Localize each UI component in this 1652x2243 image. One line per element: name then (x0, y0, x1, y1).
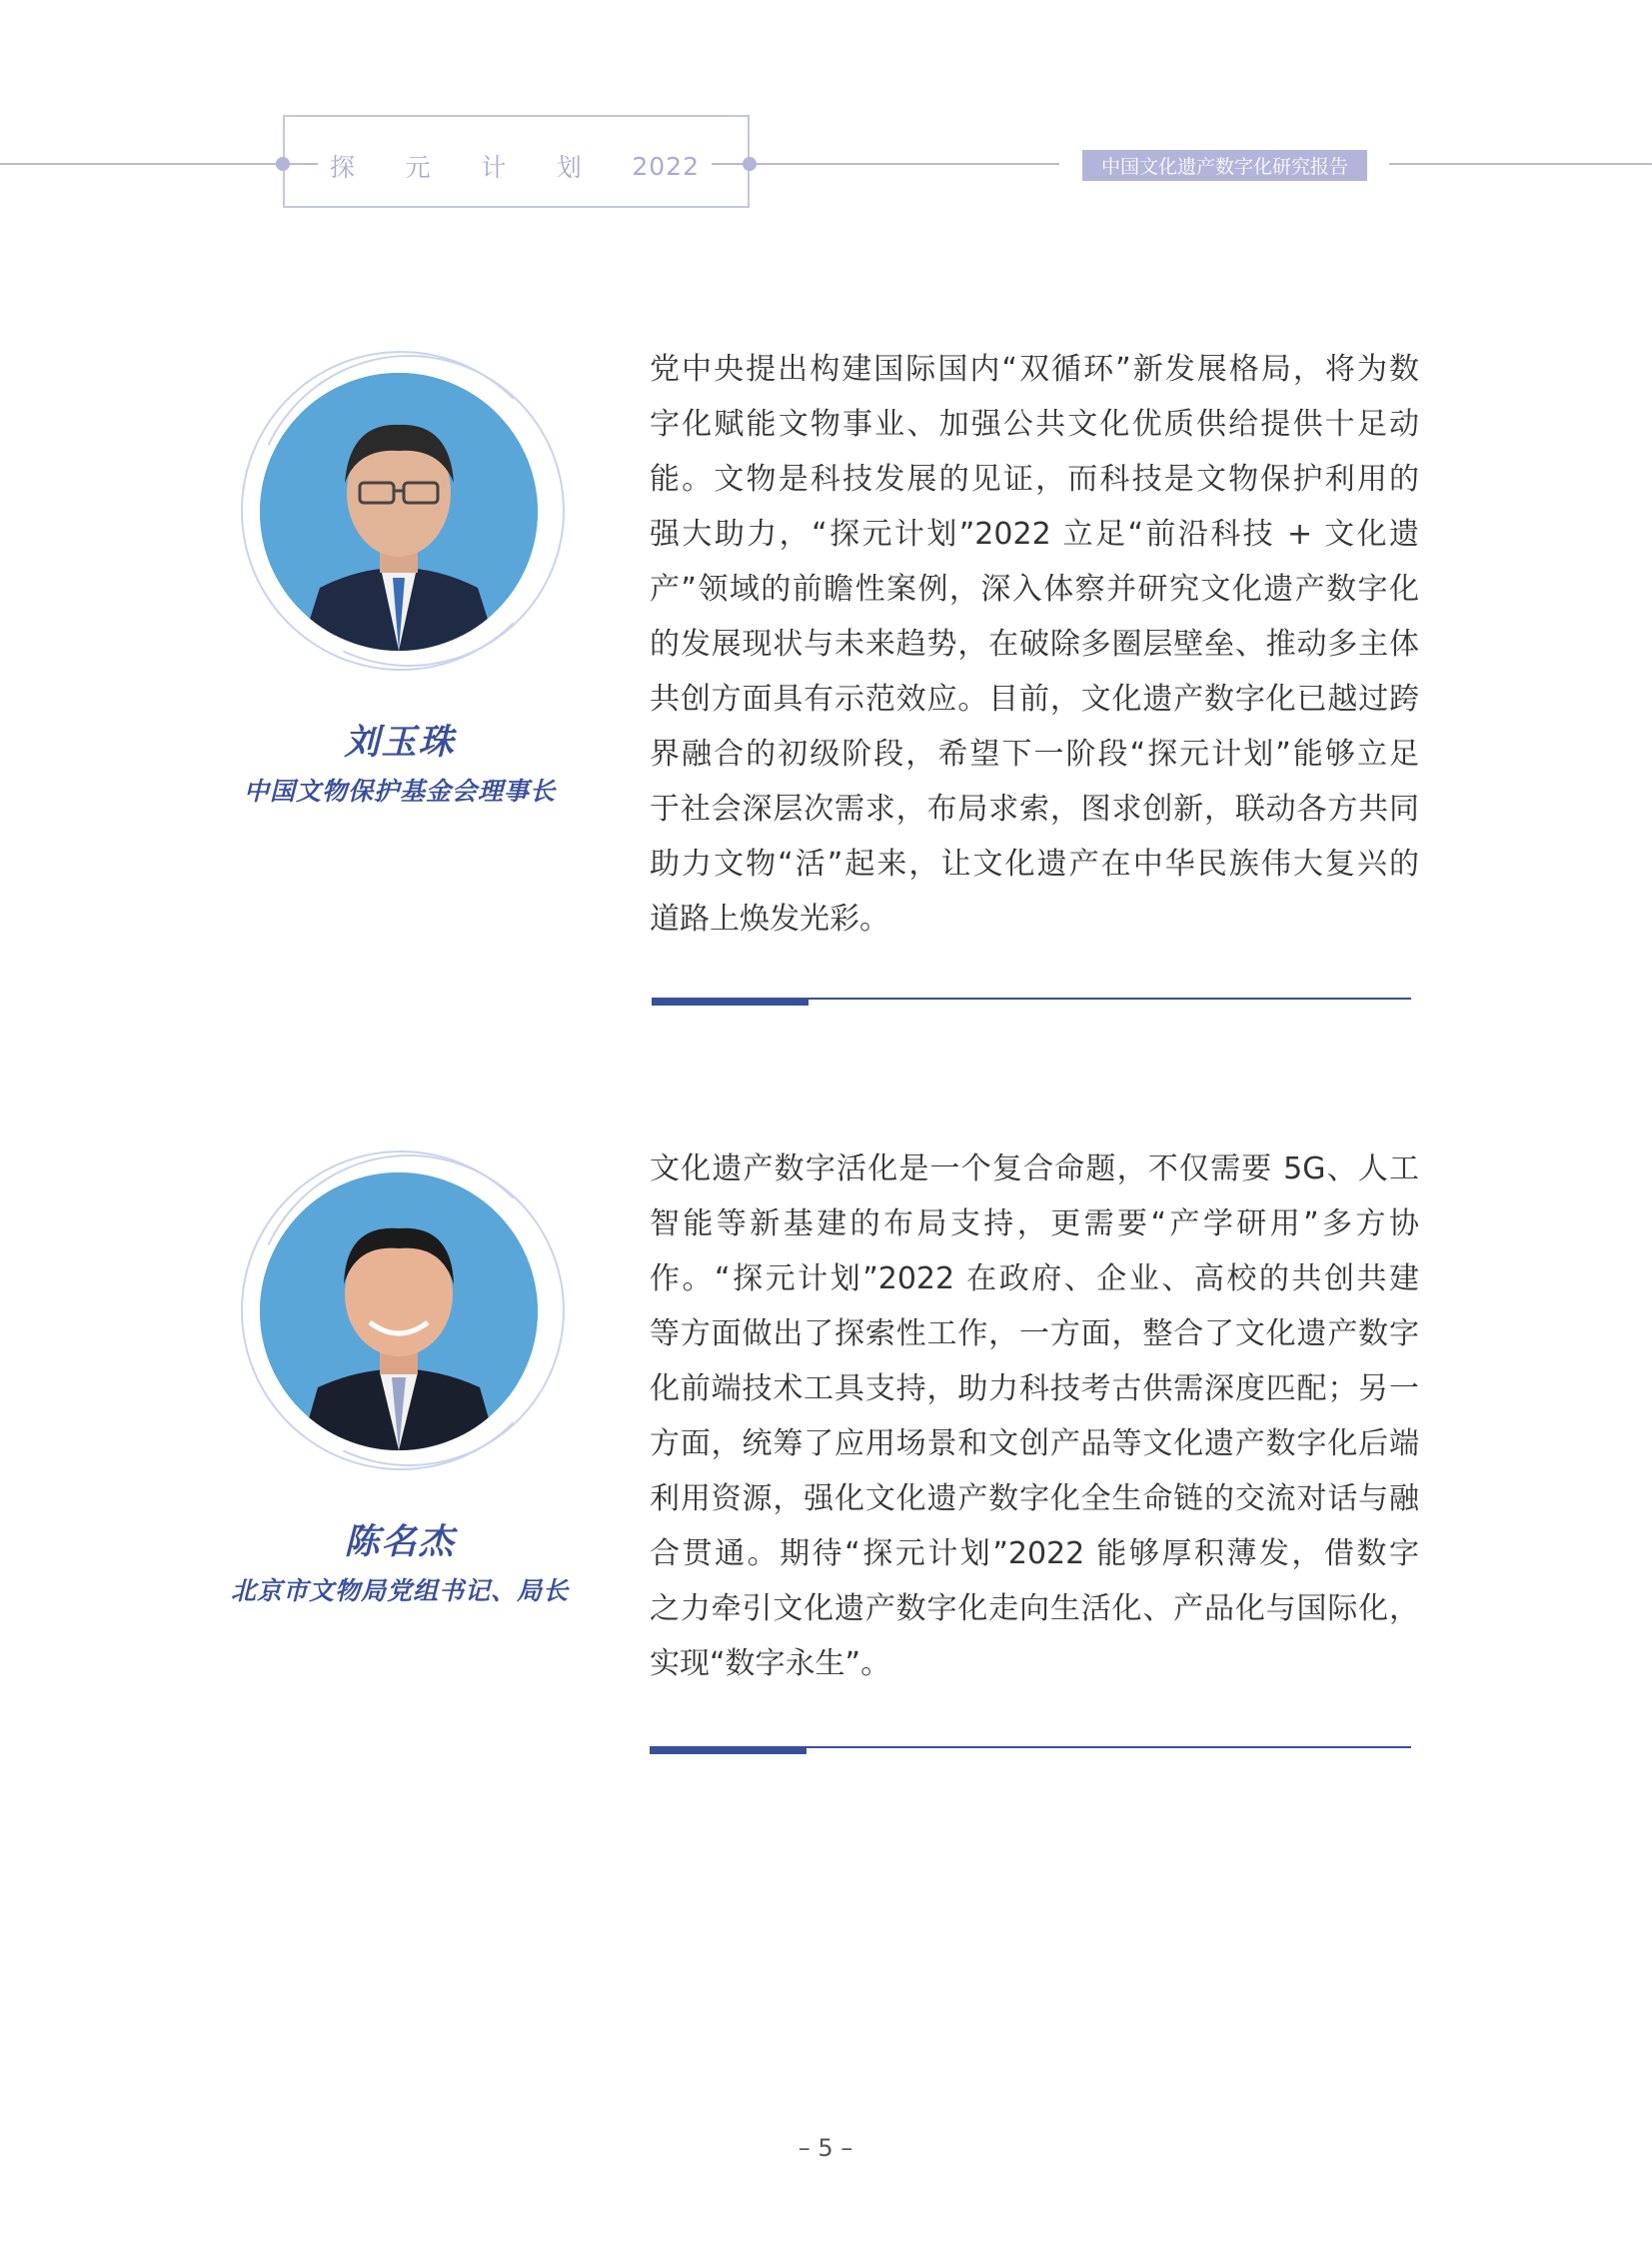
person-name: 刘玉珠 (344, 723, 456, 763)
quote-line: 合贯通。期待“探元计划”2022 能够厚积薄发，借数字 (650, 1536, 1419, 1571)
header-rule-mid (750, 163, 1059, 165)
portrait-photo (260, 1172, 538, 1450)
header-rule-right (1389, 163, 1652, 165)
quote-line: 于社会深层次需求，布局求索，图求创新，联动各方共同 (650, 792, 1419, 827)
quote-line: 助力文物“活”起来，让文化遗产在中华民族伟大复兴的 (650, 847, 1419, 882)
person-silhouette-icon (260, 1172, 538, 1450)
person-silhouette-icon (260, 373, 538, 651)
quote-line: 等方面做出了探索性工作，一方面，整合了文化遗产数字 (650, 1316, 1419, 1351)
header-title-char: 探 (330, 153, 357, 182)
quote-line: 作。“探元计划”2022 在政府、企业、高校的共创共建 (650, 1261, 1419, 1296)
quote-line: 党中央提出构建国际国内“双循环”新发展格局，将为数 (650, 352, 1419, 387)
portrait-photo (260, 373, 538, 651)
quote-line: 能。文物是科技发展的见证，而科技是文物保护利用的 (650, 462, 1419, 497)
quote-line: 强大助力，“探元计划”2022 立足“前沿科技 + 文化遗 (650, 517, 1419, 552)
quote-line: 之力牵引文化遗产数字化走向生活化、产品化与国际化， (650, 1591, 1419, 1626)
quote-line: 字化赋能文物事业、加强公共文化优质供给提供十足动 (650, 407, 1419, 442)
quote-line: 产”领域的前瞻性案例，深入体察并研究文化遗产数字化 (650, 572, 1419, 607)
quote-line: 文化遗产数字活化是一个复合命题，不仅需要 5G、人工 (650, 1151, 1419, 1186)
quote-line: 道路上焕发光彩。 (650, 902, 889, 937)
person-role: 中国文物保护基金会理事长 (243, 777, 556, 806)
header-report-tag: 中国文化遗产数字化研究报告 (1082, 150, 1367, 181)
quote-line: 智能等新基建的布局支持，更需要“产学研用”多方协 (650, 1206, 1419, 1241)
person-role: 北京市文物局党组书记、局长 (230, 1576, 569, 1605)
quote-line: 化前端技术工具支持，助力科技考古供需深度匹配；另一 (650, 1371, 1419, 1406)
header-dot-left (276, 157, 290, 171)
quote-line: 方面，统筹了应用场景和文创产品等文化遗产数字化后端 (650, 1426, 1419, 1461)
page-number: – 5 – (798, 2134, 853, 2162)
section-divider-accent (652, 998, 809, 1006)
header-title-char: 计 (481, 153, 508, 182)
quote-line: 共创方面具有示范效应。目前，文化遗产数字化已越过跨 (650, 682, 1419, 717)
header-title-char: 元 (405, 153, 432, 182)
header-rule-left (0, 163, 283, 165)
header-title-year: 2022 (632, 151, 700, 181)
section-divider-accent (650, 1746, 807, 1754)
header-dot-right (743, 157, 757, 171)
header-title-char: 划 (556, 153, 583, 182)
quote-line: 的发展现状与未来趋势，在破除多圈层壁垒、推动多主体 (650, 627, 1419, 662)
person-name: 陈名杰 (344, 1522, 456, 1562)
quote-line: 利用资源，强化文化遗产数字化全生命链的交流对话与融 (650, 1481, 1419, 1516)
quote-line: 界融合的初级阶段，希望下一阶段“探元计划”能够立足 (650, 737, 1419, 772)
header-title (330, 146, 700, 186)
quote-line: 实现“数字永生”。 (650, 1646, 891, 1681)
